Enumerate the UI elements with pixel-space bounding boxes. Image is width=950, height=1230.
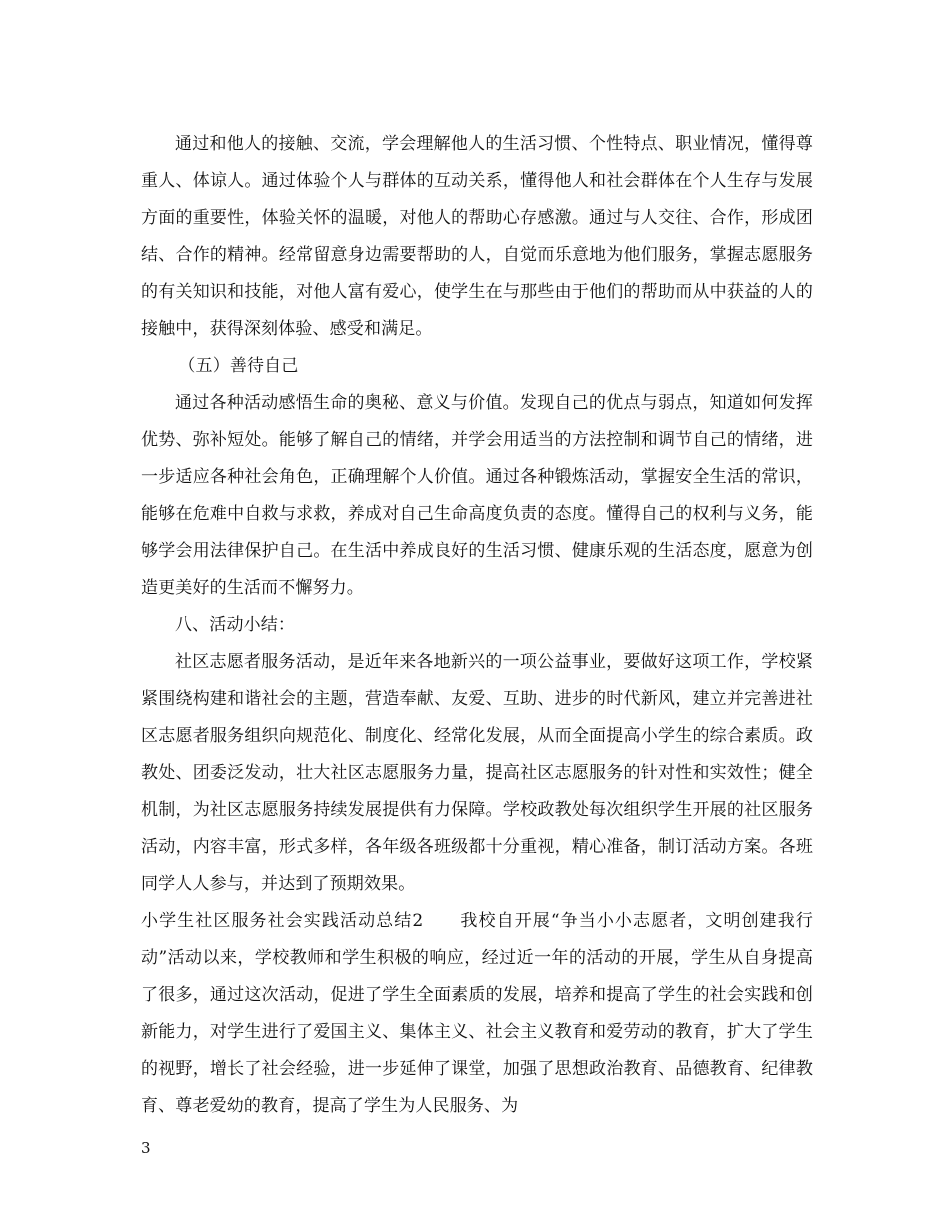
paragraph-activity-summary: 社区志愿者服务活动，是近年来各地新兴的一项公益事业，要做好这项工作，学校紧紧围绕构建和谐社会的主题，营造奉献、友爱、互助、进步的时代新风，建立并完善进社区志愿者服务组织向规范化、制度化、经常化发展，从而全面提高小学生的综合素质。政教处、团委泛发动，壮大社区志愿服务力量，提高社区志愿服务的针对性和实效性；健全机制，为社区志愿服务持续发展提供有力保障。学校政教处每次组织学生开展的社区服务活动，内容丰富，形式多样，各年级各班级都十分重视，精心准备，制订活动方案。各班同学人人参与，并达到了预期效果。 — [141, 652, 813, 894]
section-heading-activity-summary: 八、活动小结： — [175, 615, 296, 635]
document-body — [141, 126, 813, 1125]
section-heading-self-care: （五）善待自己 — [178, 356, 299, 376]
paragraph-summary-2: 小学生社区服务社会实践活动总结2 我校自开展“争当小小志愿者，文明创建我行动”活动以来，学校教师和学生积极的响应，经过近一年的活动的开展，学生从自身提高了很多，通过这次活动，促进了学生全面素质的发展，培养和提高了学生的社会实践和创新能力，对学生进行了爱国主义、集体主义、社会主义教育和爱劳动的教育，扩大了学生的视野，增长了社会经验，进一步延伸了课堂，加强了思想政治教育、品德教育、纪律教育、尊老爱幼的教育，提高了学生为人民服务、为 — [141, 911, 813, 1116]
page-number: 3 — [141, 1139, 151, 1157]
paragraph-interpersonal: 通过和他人的接触、交流，学会理解他人的生活习惯、个性特点、职业情况，懂得尊重人、体谅人。通过体验个人与群体的互动关系，懂得他人和社会群体在个人生存与发展方面的重要性，体验关怀的温暖，对他人的帮助心存感激。通过与人交往、合作，形成团结、合作的精神。经常留意身边需要帮助的人，自觉而乐意地为他们服务，掌握志愿服务的有关知识和技能，对他人富有爱心，使学生在与那些由于他们的帮助而从中获益的人的接触中，获得深刻体验、感受和满足。 — [141, 134, 813, 339]
paragraph-self-care: 通过各种活动感悟生命的奥秘、意义与价值。发现自己的优点与弱点，知道如何发挥优势、弥补短处。能够了解自己的情绪，并学会用适当的方法控制和调节自己的情绪，进一步适应各种社会角色，正确理解个人价值。通过各种锻炼活动，掌握安全生活的常识，能够在危难中自救与求救，养成对自己生命高度负责的态度。懂得自己的权利与义务，能够学会用法律保护自己。在生活中养成良好的生活习惯、健康乐观的生活态度，愿意为创造更美好的生活而不懈努力。 — [141, 393, 813, 598]
